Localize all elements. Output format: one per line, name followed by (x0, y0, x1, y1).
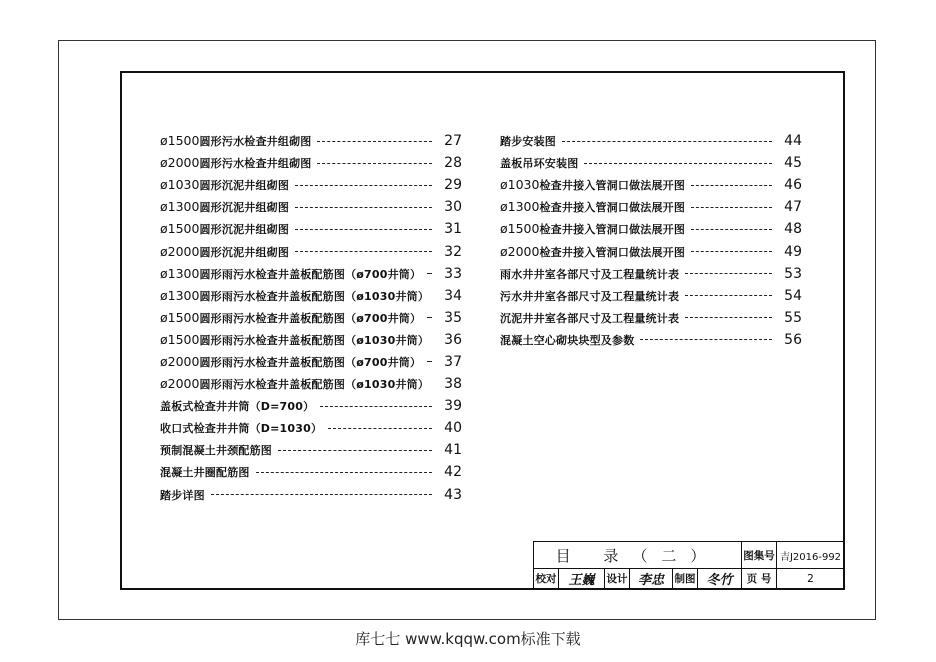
toc-entry-text: 污水井井室各部尺寸及工程量统计表 (500, 289, 680, 303)
design-label: 设计 (606, 573, 628, 585)
toc-entry-page: 40 (444, 420, 462, 437)
toc-entry-page: 29 (444, 177, 462, 194)
toc-entry-page: 30 (444, 199, 462, 216)
toc-entry (160, 373, 462, 395)
toc-entry (500, 196, 802, 218)
leader-line (295, 251, 432, 252)
toc-entry-diameter: ø1500 (500, 221, 540, 237)
toc-entry-page: 49 (784, 243, 802, 260)
toc-entry-page: 27 (444, 133, 462, 150)
leader-line (278, 450, 432, 451)
toc-entry (160, 130, 462, 152)
toc-entry-text: 混凝土空心砌块块型及参数 (500, 333, 635, 347)
atlas-number: 吉J2016-992 (779, 551, 842, 563)
toc-entry-text: 圆形沉泥井组砌图 (199, 223, 290, 237)
toc-entry-title (160, 398, 314, 414)
toc-entry-title (500, 310, 679, 326)
leader-line (584, 163, 772, 164)
toc-right-column (500, 130, 802, 351)
toc-entry (160, 439, 462, 461)
toc-entry (160, 285, 462, 307)
toc-entry (160, 351, 462, 373)
leader-line (295, 185, 432, 186)
toc-entry-diameter: ø1500 (160, 221, 200, 237)
leader-line (317, 163, 432, 164)
toc-entry-diameter: ø2000 (160, 243, 200, 259)
leader-line (685, 295, 772, 296)
toc-entry-page: 33 (444, 265, 462, 282)
toc-entry-page: 39 (444, 398, 462, 415)
toc-entry-page: 36 (444, 331, 462, 348)
leader-line (691, 229, 772, 230)
toc-entry-text: 踏步详图 (160, 488, 205, 502)
leader-line (211, 494, 432, 495)
toc-entry-page: 47 (784, 199, 802, 216)
toc-entry-page: 34 (444, 287, 462, 304)
design-signature: 李忠 (637, 573, 664, 588)
toc-entry (500, 152, 802, 174)
toc-entry (160, 417, 462, 439)
toc-entry-text: 盖板式检查井井筒（D=700） (160, 400, 315, 414)
toc-entry (500, 329, 802, 351)
toc-entry-text: 圆形雨污水检查井盖板配筋图（ø700井筒） (199, 355, 422, 369)
toc-entry-text: 圆形污水检查井组砌图 (199, 135, 312, 149)
toc-entry-text: 盖板吊环安装图 (500, 157, 579, 171)
leader-line (317, 141, 432, 142)
toc-entry-title (160, 310, 421, 326)
toc-entry-text: 圆形沉泥井组砌图 (199, 201, 290, 215)
toc-entry-text: 圆形污水检查井组砌图 (199, 157, 312, 171)
toc-entry-page: 37 (444, 353, 462, 370)
toc-entry-title (160, 221, 289, 237)
toc-entry-page: 44 (784, 133, 802, 150)
toc-entry-diameter: ø1500 (160, 331, 200, 347)
leader-line (295, 229, 432, 230)
toc-entry-diameter: ø1030 (500, 177, 540, 193)
toc-entry-diameter: ø2000 (160, 353, 200, 369)
leader-line (328, 428, 432, 429)
toc-entry-diameter: ø1300 (160, 265, 200, 281)
toc-entry (500, 130, 802, 152)
leader-line (427, 317, 432, 318)
toc-entry-text: 圆形雨污水检查井盖板配筋图（ø1030井筒） (199, 333, 430, 347)
toc-entry (160, 152, 462, 174)
toc-entry-diameter: ø1500 (160, 133, 200, 149)
draw-signature: 冬竹 (706, 573, 733, 588)
toc-entry (500, 285, 802, 307)
toc-entry-text: 圆形雨污水检查井盖板配筋图（ø700井筒） (199, 267, 422, 281)
toc-entry-text: 雨水井井室各部尺寸及工程量统计表 (500, 267, 680, 281)
toc-entry-diameter: ø1300 (160, 199, 200, 215)
toc-entry-text: 圆形雨污水检查井盖板配筋图（ø1030井筒） (199, 289, 430, 303)
toc-entry-text: 检查井接入管洞口做法展开图 (539, 223, 686, 237)
toc-entry (160, 174, 462, 196)
toc-entry-text: 圆形雨污水检查井盖板配筋图（ø1030井筒） (199, 378, 430, 392)
toc-entry (160, 395, 462, 417)
leader-line (427, 361, 432, 362)
toc-left-column (160, 130, 462, 506)
toc-entry (160, 240, 462, 262)
toc-entry-diameter: ø1300 (160, 287, 200, 303)
toc-entry-title (160, 133, 311, 149)
toc-entry-page: 45 (784, 155, 802, 172)
footer-watermark: 库七七 www.kqqw.com标准下载 (355, 630, 581, 648)
toc-entry (160, 218, 462, 240)
toc-entry-page: 28 (444, 155, 462, 172)
title-block (533, 541, 844, 588)
toc-entry-diameter: ø2000 (160, 376, 200, 392)
toc-entry-title (160, 420, 322, 436)
toc-entry-diameter: ø2000 (500, 243, 540, 259)
toc-entry-page: 43 (444, 486, 462, 503)
toc-entry (160, 461, 462, 483)
toc-entry-page: 54 (784, 287, 802, 304)
toc-entry-text: 圆形沉泥井组砌图 (199, 245, 290, 259)
toc-entry-title (500, 288, 679, 304)
toc-entry (500, 307, 802, 329)
toc-entry-title (500, 133, 556, 149)
toc-entry-page: 32 (444, 243, 462, 260)
toc-entry-title (500, 199, 685, 215)
check-label: 校对 (535, 573, 557, 585)
toc-entry-title (500, 155, 578, 171)
toc-entry-title (160, 266, 421, 282)
toc-entry-page: 41 (444, 442, 462, 459)
toc-entry-text: 沉泥井井室各部尺寸及工程量统计表 (500, 311, 680, 325)
toc-entry-text: 检查井接入管洞口做法展开图 (539, 245, 686, 259)
toc-entry-page: 31 (444, 221, 462, 238)
leader-line (685, 273, 772, 274)
toc-entry-page: 46 (784, 177, 802, 194)
leader-line (320, 406, 432, 407)
toc-entry-text: 圆形沉泥井组砌图 (199, 179, 290, 193)
title-block-title: 目 录（二） (555, 546, 720, 565)
toc-entry (500, 174, 802, 196)
toc-entry-title (160, 177, 289, 193)
toc-entry-text: 预制混凝土井颈配筋图 (160, 444, 272, 458)
toc-entry-title (160, 354, 421, 370)
toc-entry-text: 圆形雨污水检查井盖板配筋图（ø700井筒） (199, 311, 422, 325)
toc-entry-page: 42 (444, 464, 462, 481)
page-number: 2 (807, 572, 814, 585)
toc-entry-page: 35 (444, 309, 462, 326)
toc-entry-diameter: ø1300 (500, 199, 540, 215)
leader-line (256, 472, 432, 473)
toc-entry-title (500, 332, 634, 348)
leader-line (691, 185, 772, 186)
toc-entry-title (160, 332, 429, 348)
toc-entry-page: 48 (784, 221, 802, 238)
toc-entry-page: 38 (444, 376, 462, 393)
toc-entry-title (500, 266, 679, 282)
toc-entry-title (160, 244, 289, 260)
toc-entry-text: 混凝土井圈配筋图 (160, 466, 250, 480)
toc-entry-title (160, 155, 311, 171)
leader-line (691, 207, 772, 208)
toc-entry-page: 53 (784, 265, 802, 282)
toc-entry-text: 踏步安装图 (500, 135, 556, 149)
toc-entry (160, 263, 462, 285)
toc-entry (160, 329, 462, 351)
toc-entry (160, 196, 462, 218)
leader-line (295, 207, 432, 208)
toc-entry-title (160, 487, 205, 503)
toc-entry-diameter: ø1500 (160, 309, 200, 325)
toc-entry-text: 收口式检查井井筒（D=1030） (160, 422, 323, 436)
leader-line (685, 317, 772, 318)
toc-entry-title (160, 442, 272, 458)
leader-line (562, 141, 772, 142)
toc-entry-title (160, 376, 429, 392)
atlas-label: 图集号 (743, 549, 775, 562)
check-signature: 王巍 (568, 573, 595, 588)
toc-entry (500, 263, 802, 285)
leader-line (640, 339, 772, 340)
toc-entry-title (500, 221, 685, 237)
toc-entry-title (160, 199, 289, 215)
toc-entry-page: 56 (784, 331, 802, 348)
draw-label: 制图 (674, 573, 696, 585)
toc-entry-title (500, 177, 685, 193)
leader-line (691, 251, 772, 252)
toc-entry (500, 218, 802, 240)
leader-line (427, 273, 432, 274)
toc-entry-diameter: ø1030 (160, 177, 200, 193)
toc-entry (500, 240, 802, 262)
toc-entry (160, 307, 462, 329)
toc-entry-text: 检查井接入管洞口做法展开图 (539, 179, 686, 193)
toc-entry-diameter: ø2000 (160, 155, 200, 171)
toc-entry-title (160, 288, 429, 304)
toc-entry-text: 检查井接入管洞口做法展开图 (539, 201, 686, 215)
toc-entry (160, 484, 462, 506)
page-label: 页 号 (746, 573, 772, 585)
toc-entry-title (500, 244, 685, 260)
toc-entry-page: 55 (784, 309, 802, 326)
toc-entry-title (160, 464, 250, 480)
